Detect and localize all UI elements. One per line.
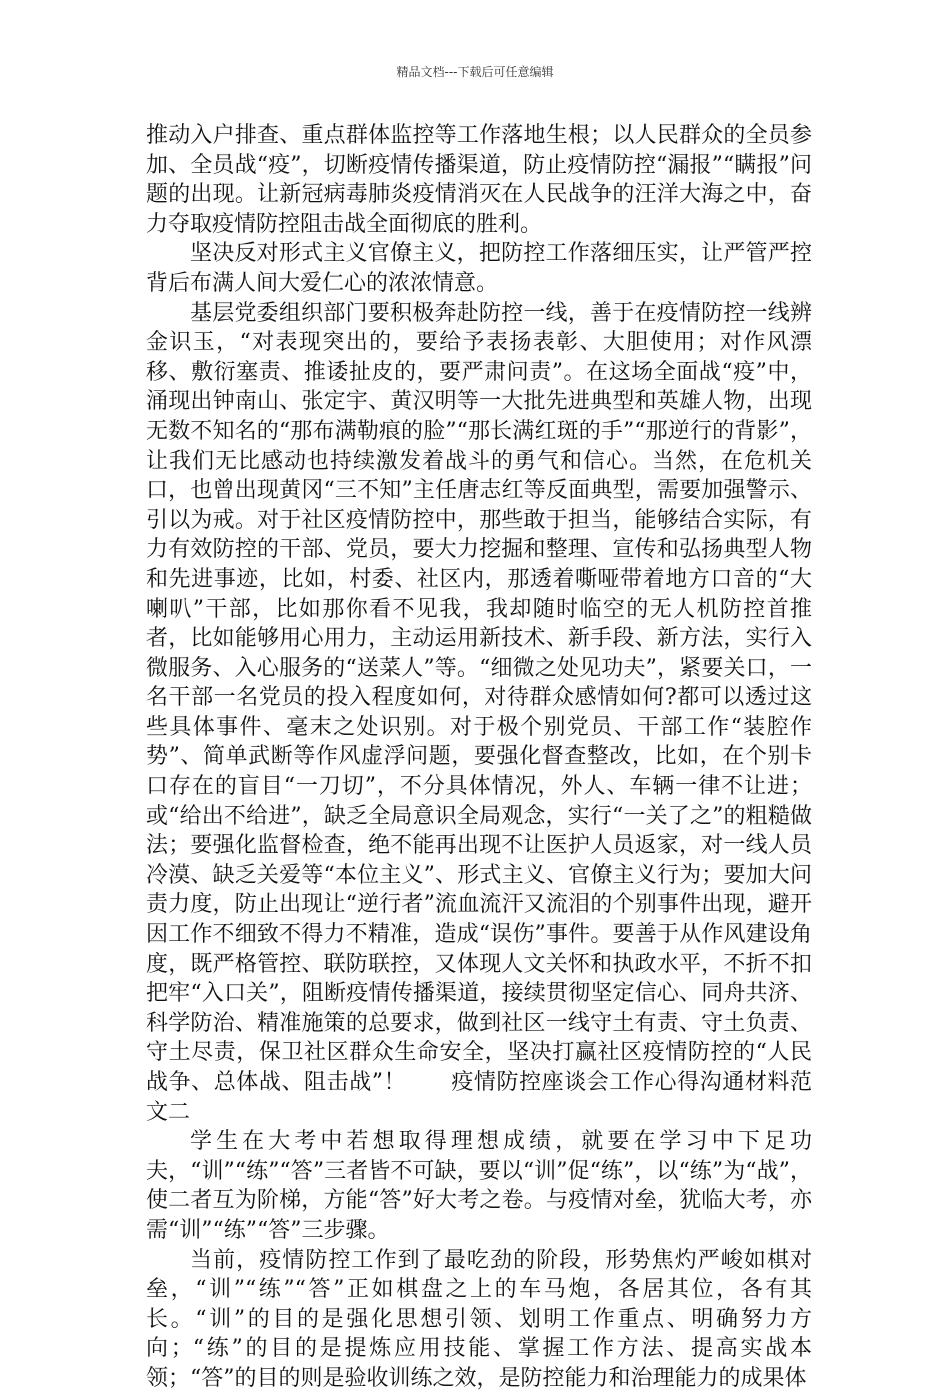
paragraph: 推动入户排查、重点群体监控等工作落地生根；以人民群众的全员参加、全员战“疫”，切断疫情传播渠道，防止疫情防控“漏报”“瞒报”问题的出现。让新冠病毒肺炎疫情消灭在人民战争的汪洋大海之中，奋力夺取疫情防控阻击战全面彻底的胜利。 <box>146 123 812 237</box>
paragraph: 坚决反对形式主义官僚主义，把防控工作落细压实，让严管严控背后布满人间大爱仁心的浓浓情意。 <box>146 241 812 296</box>
paragraph: 当前，疫情防控工作到了最吃劲的阶段，形势焦灼严峻如棋对垒，“训”“练”“答”正如棋盘之上的车马炮，各居其位，各有其长。“训”的目的是强化思想引领、划明工作重点、明确努力方向；“练”的目的是提炼应用技能、掌握工作方法、提高实战本领；“答”的目的则是验收训练之效，是防控能力和治理能力的成果体 <box>146 1247 812 1391</box>
page-header: 精品文档---下载后可任意编辑 <box>396 65 554 79</box>
paragraph: 基层党委组织部门要积极奔赴防控一线，善于在疫情防控一线辨金识玉，“对表现突出的，要给予表扬表彰、大胆使用；对作风漂移、敷衍塞责、推诿扯皮的，要严肃问责”。在这场全面战“疫”中，涌现出钟南山、张定宇、黄汉明等一大批先进典型和英雄人物，出现无数不知名的“那布满勒痕的脸”“那长满红斑的手”“那逆行的背影”，让我们无比感动也持续激发着战斗的勇气和信心。当然，在危机关口，也曾出现黄冈“三不知”主任唐志红等反面典型，需要加强警示、引以为戒。对于社区疫情防控中，那些敢于担当，能够结合实际，有力有效防控的干部、党员，要大力挖掘和整理、宣传和弘扬典型人物和先进事迹，比如，村委、社区内，那透着嘶哑带着地方口音的“大喇叭”干部，比如那你看不见我，我却随时临空的无人机防控首推者，比如能够用心用力，主动运用新技术、新手段、新方法，实行入微服务、入心服务的“送菜人”等。“细微之处见功夫”，紧要关口，一名干部一名党员的投入程度如何，对待群众感情如何?都可以透过这些具体事件、毫末之处识别。对于极个别党员、干部工作“装腔作势”、简单武断等作风虚浮问题，要强化督查整改，比如，在个别卡口存在的盲目“一刀切”，不分具体情况，外人、车辆一律不让进；或“给出不给进”，缺乏全局意识全局观念，实行“一关了之”的粗糙做法；要强化监督检查，绝不能再出现不让医护人员返家，对一线人员冷漠、缺乏关爱等“本位主义”、形式主义、官僚主义行为；要加大问责力度，防止出现让“逆行者”流血流汗又流泪的个别事件出现，避开因工作不细致不得力不精准，造成“误伤”事件。要善于从作风建设角度，既严格管控、联防联控，又体现人文关怀和执政水平，不折不扣把牢“入口关”，阻断疫情传播渠道，接续贯彻坚定信心、同舟共济、科学防治、精准施策的总要求，做到社区一线守土有责、守土负责、守土尽责，保卫社区群众生命安全，坚决打赢社区疫情防控的“人民战争、总体战、阻击战”！ 疫情防控座谈会工作心得沟通材料范文二 <box>146 300 812 1125</box>
document-body <box>146 121 812 1394</box>
paragraph: 学生在大考中若想取得理想成绩，就要在学习中下足功夫，“训”“练”“答”三者皆不可缺，要以“训”促“练”，以“练”为“战”，使二者互为阶梯，方能“答”好大考之卷。与疫情对垒，犹临大考，亦需“训”“练”“答”三步骤。 <box>146 1129 812 1243</box>
